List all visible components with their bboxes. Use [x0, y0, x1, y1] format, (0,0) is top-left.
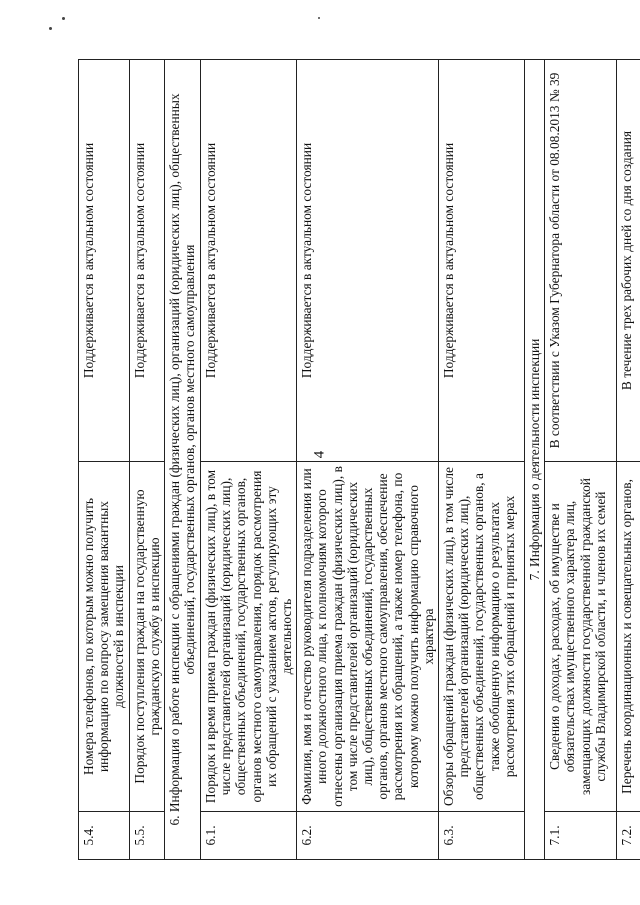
- row-number: 5.4.: [79, 812, 130, 860]
- table-row: [129, 60, 164, 860]
- info-name-cell: Фамилия, имя и отчество руководителя подразделения или иного должностного лица, к полномочиям которого отнесены организация приема граждан (физических лиц), в том числе представителей организаций (юридических лиц), общественных объединений, государственных органов, органов местного самоуправления, обеспечение рассмотрения их обращений, а также номер телефона, по которому можно получить информацию справочного характера: [297, 462, 439, 812]
- row-number: 6.3.: [439, 812, 525, 860]
- page-number: 4: [311, 450, 328, 459]
- info-name-cell: Номера телефонов, по которым можно получить информацию по вопросу замещения вакантных должностей в инспекции: [79, 462, 130, 812]
- row-number: 5.5.: [129, 812, 164, 860]
- table-row: [439, 60, 525, 860]
- info-name-cell: Перечень координационных и совещательных органов,: [617, 462, 640, 812]
- row-number: 7.1.: [545, 812, 617, 860]
- section-heading: 7. Информация о деятельности инспекции: [525, 60, 545, 860]
- section-heading: 6. Информация о работе инспекции с обращениями граждан (физических лиц), организаций (юридических лиц), общественных объединений, государственных органов, органов местного самоуправления: [165, 60, 201, 860]
- section-header-row: [525, 60, 545, 860]
- table-row: [545, 60, 617, 860]
- section-header-row: [165, 60, 201, 860]
- info-name-cell: Порядок и время приема граждан (физических лиц), в том числе представителей организаций (юридических лиц), общественных объединений, государственных органов, органов местного самоуправления, порядок рассмотрения их обращений с указанием актов, регулирующих эту деятельность: [201, 462, 297, 812]
- info-name-cell: Обзоры обращений граждан (физических лиц), в том числе представителей организаций (юридических лиц), общественных объединений, государственных органов, а также обобщенную информацию о результатах рассмотрения этих обращений и принятых мерах: [439, 462, 525, 812]
- scan-speck: [49, 27, 52, 30]
- table-row: [201, 60, 297, 860]
- row-number: 7.2.: [617, 812, 640, 860]
- update-period-cell: Поддерживается в актуальном состоянии: [201, 60, 297, 462]
- rotated-table-wrapper: [78, 60, 635, 860]
- update-period-cell: Поддерживается в актуальном состоянии: [129, 60, 164, 462]
- update-period-cell: В течение трех рабочих дней со дня создания: [617, 60, 640, 462]
- table-row: [297, 60, 439, 860]
- update-period-cell: Поддерживается в актуальном состоянии: [439, 60, 525, 462]
- table-row: [617, 60, 640, 860]
- info-name-cell: Порядок поступления граждан на государственную гражданскую службу в инспекцию: [129, 462, 164, 812]
- update-period-cell: В соответствии с Указом Губернатора области от 08.08.2013 № 39: [545, 60, 617, 462]
- requirements-table: [78, 59, 640, 860]
- update-period-cell: Поддерживается в актуальном состоянии: [297, 60, 439, 462]
- scan-speck: [62, 17, 65, 20]
- scan-speck: [318, 17, 320, 19]
- info-name-cell: Сведения о доходах, расходах, об имуществе и обязательствах имущественного характера лиц, замещающих должности государственной гражданской службы Владимирской области, и членов их семей: [545, 462, 617, 812]
- row-number: 6.2.: [297, 812, 439, 860]
- update-period-cell: Поддерживается в актуальном состоянии: [79, 60, 130, 462]
- row-number: 6.1.: [201, 812, 297, 860]
- table-row: [79, 60, 130, 860]
